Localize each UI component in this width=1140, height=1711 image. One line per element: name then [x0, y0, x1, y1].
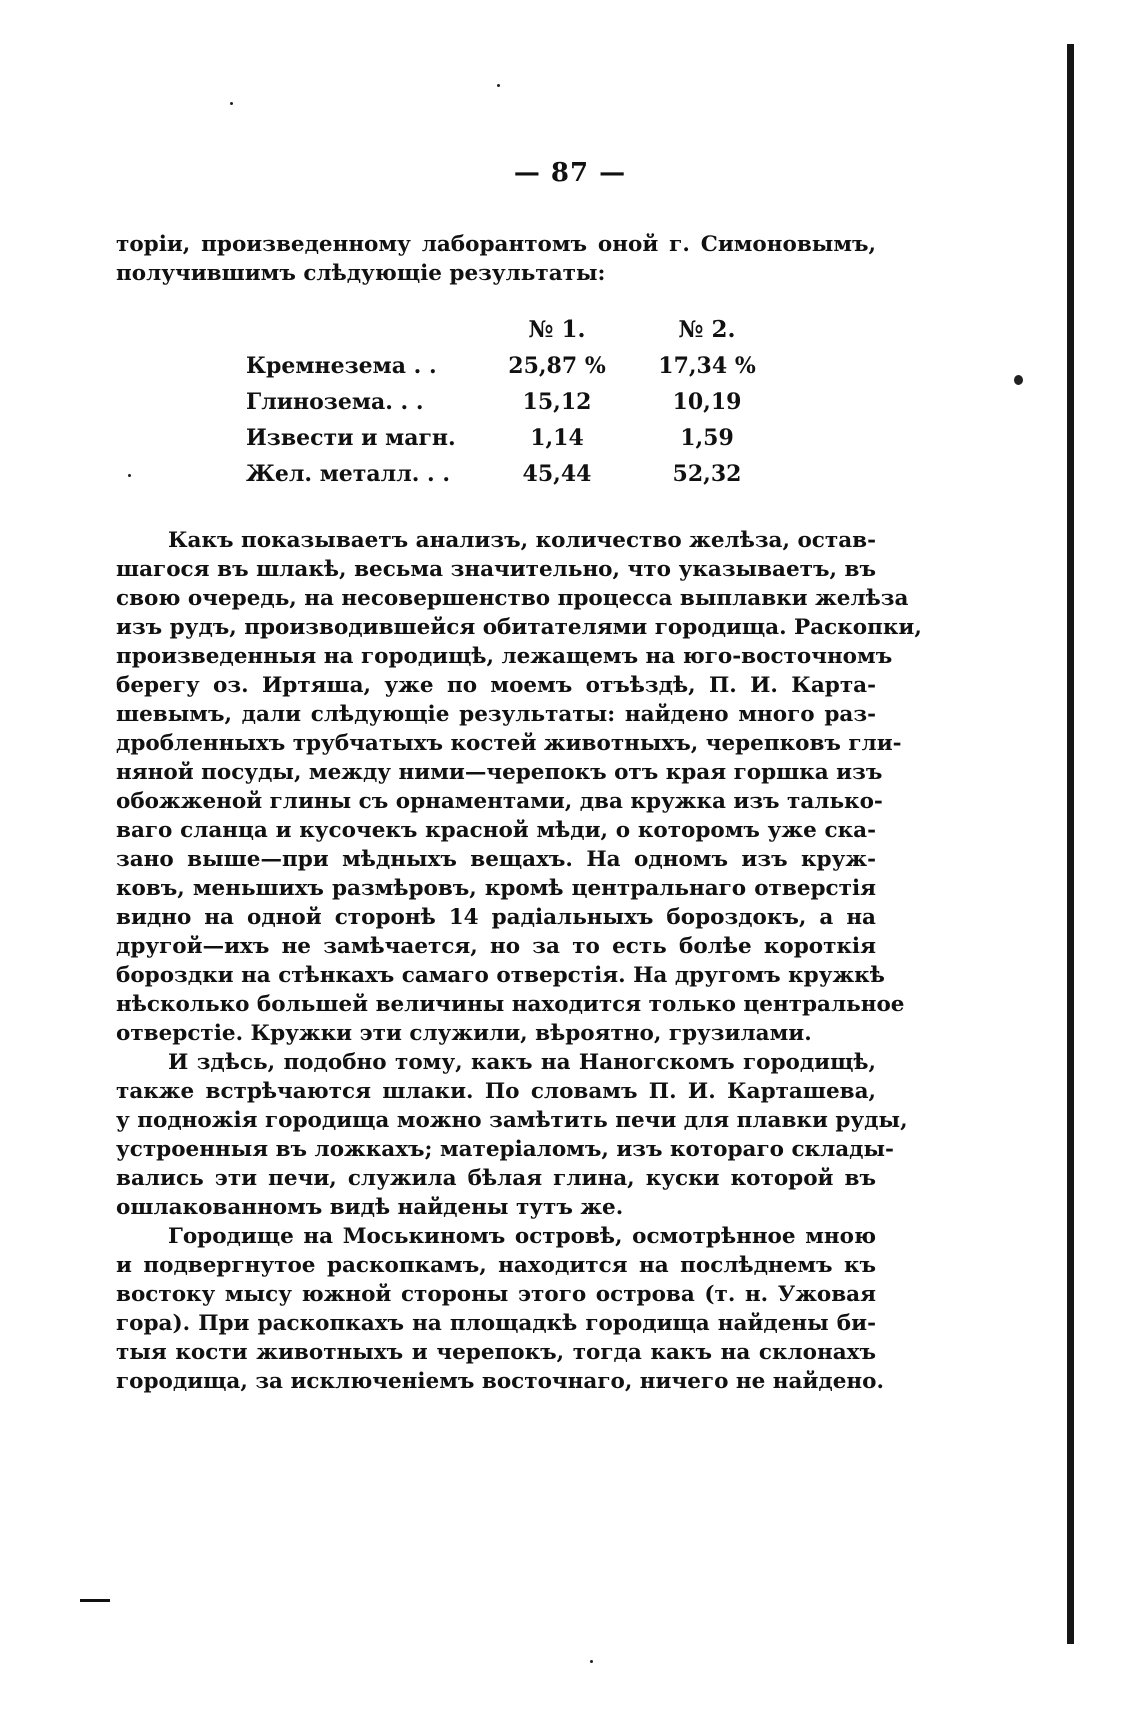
speck [590, 1660, 593, 1663]
table-header-cell: № 2. [678, 315, 736, 343]
row-label: Извести и магн. [246, 425, 456, 451]
text-line: ошлакованномъ видѣ найдены тутъ же. [116, 1195, 624, 1220]
row-value: 52,32 [672, 461, 742, 487]
table-header-cell: № 1. [528, 315, 586, 343]
analysis-table [246, 310, 782, 492]
text-line: Городище на Моськиномъ островѣ, осмотрѣнное мною [168, 1224, 876, 1249]
text-line: городища, за исключеніемъ восточнаго, ничего не найдено. [116, 1369, 884, 1394]
table-row [246, 420, 782, 456]
text-line: устроенныя въ ложкахъ; матеріаломъ, изъ котораго склады- [116, 1137, 894, 1162]
table-row [246, 384, 782, 420]
text-line: вались эти печи, служила бѣлая глина, куски которой въ [116, 1166, 876, 1191]
text-line: произведенныя на городищѣ, лежащемъ на юго-восточномъ [116, 644, 893, 669]
text-line: шевымъ, дали слѣдующіе результаты: найдено много раз- [116, 702, 876, 727]
text-line: изъ рудъ, производившейся обитателями городища. Раскопки, [116, 615, 922, 640]
text-line: у подножія городища можно замѣтить печи для плавки руды, [116, 1108, 908, 1133]
row-value: 10,19 [672, 389, 742, 415]
table-row [246, 348, 782, 384]
text-line: другой—ихъ не замѣчается, но за то есть болѣе короткія [116, 934, 876, 959]
text-line: И здѣсь, подобно тому, какъ на Наногскомъ городищѣ, [168, 1050, 876, 1075]
speck [497, 84, 500, 87]
text-line: Какъ показываетъ анализъ, количество желѣза, остав- [168, 528, 876, 553]
row-label: Кремнезема . . [246, 353, 437, 379]
text-line: отверстіе. Кружки эти служили, вѣроятно, грузилами. [116, 1021, 812, 1046]
body-text [116, 526, 922, 1396]
text-line: шагося въ шлакѣ, весьма значительно, что указываетъ, въ [116, 557, 876, 582]
text-line: дробленныхъ трубчатыхъ костей животныхъ, черепковъ гли- [116, 731, 902, 756]
text-line: тыя кости животныхъ и черепокъ, тогда какъ на склонахъ [116, 1340, 876, 1365]
speck [230, 102, 233, 105]
row-label: Глинозема. . . [246, 389, 424, 415]
table-row [246, 456, 782, 492]
text-line: свою очередь, на несовершенство процесса выплавки желѣза [116, 586, 909, 611]
table-header-row [246, 310, 782, 348]
text-line: торіи, произведенному лаборантомъ оной г. Симоновымъ, [116, 232, 876, 257]
margin-dash [80, 1599, 110, 1602]
text-line: бороздки на стѣнкахъ самаго отверстія. На другомъ кружкѣ [116, 963, 885, 988]
row-label: Жел. металл. . . [246, 461, 451, 487]
speck [128, 474, 131, 477]
row-value: 1,59 [680, 425, 734, 451]
row-value: 1,14 [530, 425, 584, 451]
text-line: получившимъ слѣдующіе результаты: [116, 261, 606, 286]
text-line: востоку мысу южной стороны этого острова (т. н. Ужовая [116, 1282, 876, 1307]
text-line: ковъ, меньшихъ размѣровъ, кромѣ центральнаго отверстія [116, 876, 876, 901]
row-value: 15,12 [522, 389, 592, 415]
text-line: нѣсколько большей величины находится только центральное [116, 992, 905, 1017]
text-line: и подвергнутое раскопкамъ, находится на послѣднемъ къ [116, 1253, 876, 1278]
row-value: 17,34 % [658, 353, 756, 379]
table-header-cell [246, 310, 482, 348]
intro-paragraph [116, 230, 876, 288]
text-line: гора). При раскопкахъ на площадкѣ городища найдены би- [116, 1311, 876, 1336]
text-line: няной посуды, между ними—черепокъ отъ края горшка изъ [116, 760, 883, 785]
text-line: обожженой глины съ орнаментами, два кружка изъ талько- [116, 789, 883, 814]
text-line: ваго сланца и кусочекъ красной мѣди, о которомъ уже ска- [116, 818, 876, 843]
text-line: также встрѣчаются шлаки. По словамъ П. И. Карташева, [116, 1079, 876, 1104]
page-number: — 87 — [513, 158, 627, 188]
row-value: 45,44 [522, 461, 592, 487]
ink-blot [1014, 375, 1023, 385]
text-line: берегу оз. Иртяша, уже по моемъ отъѣздѣ, П. И. Карта- [116, 673, 876, 698]
row-value: 25,87 % [508, 353, 606, 379]
text-line: видно на одной сторонѣ 14 радіальныхъ бороздокъ, а на [116, 905, 876, 930]
page-edge-shadow [1067, 44, 1074, 1644]
text-line: зано выше—при мѣдныхъ вещахъ. На одномъ изъ круж- [116, 847, 876, 872]
